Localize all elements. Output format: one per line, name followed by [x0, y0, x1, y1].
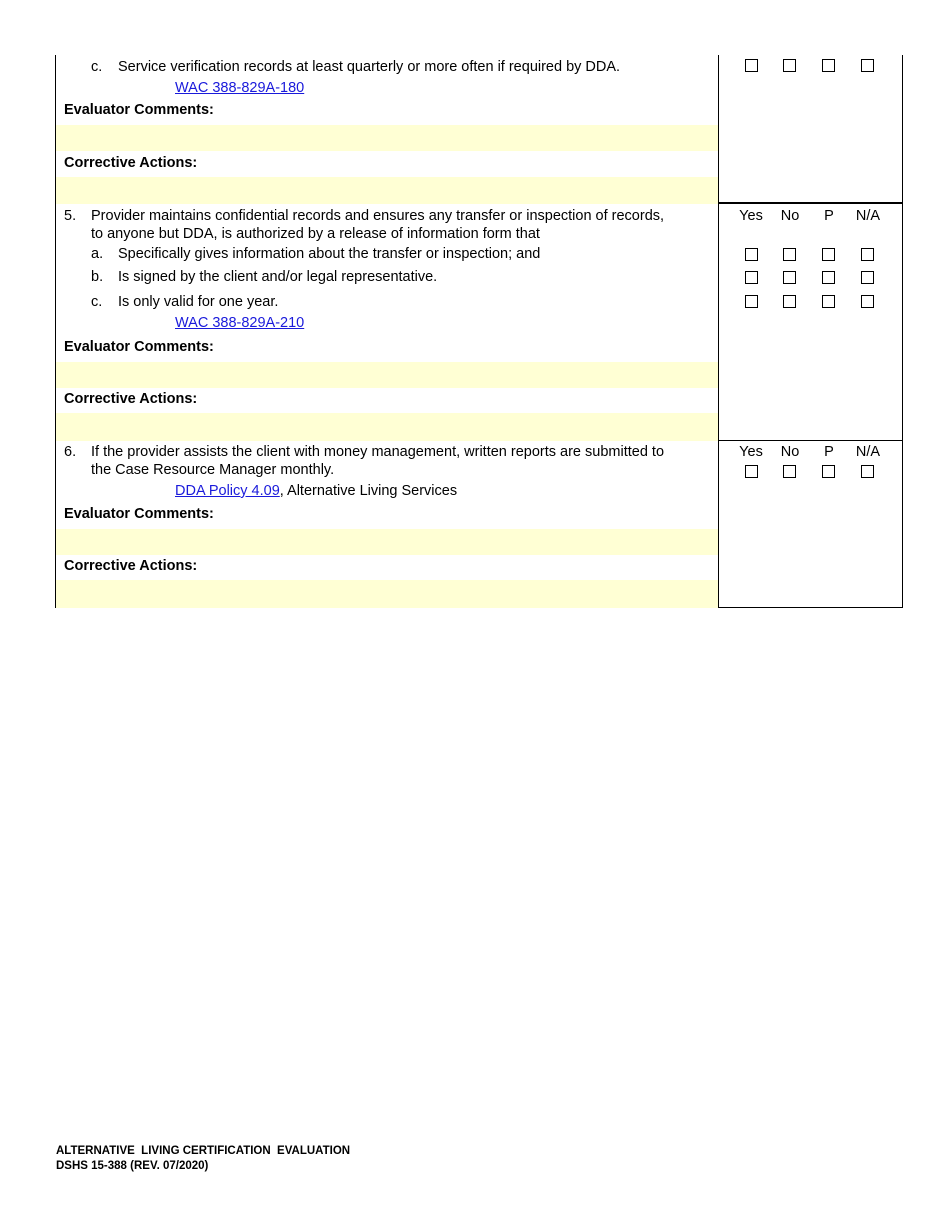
checkbox-yes[interactable]: [745, 59, 758, 72]
checkbox-5b-no[interactable]: [783, 271, 796, 284]
item-5a-text: Specifically gives information about the transfer or inspection; and: [118, 246, 541, 262]
item-5-number: 5.: [64, 208, 77, 224]
item-4c-content: [56, 55, 719, 202]
item-6-content: [56, 441, 719, 607]
corrective-actions-field[interactable]: [56, 177, 718, 204]
evaluator-comments-field[interactable]: [56, 529, 718, 555]
header-no: No: [780, 208, 800, 224]
checkbox-5b-yes[interactable]: [745, 271, 758, 284]
checkbox-partial[interactable]: [822, 59, 835, 72]
item-4c-text: Service verification records at least quarterly or more often if required by DDA.: [118, 59, 621, 75]
footer-form-number: DSHS 15-388 (REV. 07/2020): [56, 1160, 209, 1172]
item-5b-text: Is signed by the client and/or legal representative.: [118, 269, 438, 285]
checkbox-5b-na[interactable]: [861, 271, 874, 284]
section-item-5: [56, 204, 902, 441]
evaluator-comments-field[interactable]: [56, 125, 718, 151]
footer-title: ALTERNATIVE LIVING CERTIFICATION EVALUATION: [56, 1145, 351, 1157]
item-4c-answers: [719, 55, 902, 202]
item-5-reference-link[interactable]: WAC 388-829A-210: [175, 315, 305, 331]
checkbox-5c-na[interactable]: [861, 295, 874, 308]
checkbox-6-yes[interactable]: [745, 465, 758, 478]
evaluator-comments-label: Evaluator Comments:: [64, 339, 214, 355]
item-4c-reference-link[interactable]: WAC 388-829A-180: [175, 80, 305, 96]
item-5a-letter: a.: [91, 246, 104, 262]
item-6-reference-suffix: , Alternative Living Services: [279, 483, 458, 499]
checkbox-6-na[interactable]: [861, 465, 874, 478]
checkbox-6-no[interactable]: [783, 465, 796, 478]
header-partial: P: [824, 444, 834, 460]
item-5b-letter: b.: [91, 269, 104, 285]
checkbox-6-partial[interactable]: [822, 465, 835, 478]
item-6-answers: [719, 441, 902, 607]
checkbox-5b-partial[interactable]: [822, 271, 835, 284]
item-6-reference: [175, 482, 457, 500]
corrective-actions-label: Corrective Actions:: [64, 155, 198, 171]
header-na: N/A: [855, 444, 881, 460]
corrective-actions-field[interactable]: [56, 580, 718, 608]
item-5-answers: [719, 204, 902, 440]
header-yes: Yes: [739, 208, 763, 224]
checkbox-5a-yes[interactable]: [745, 248, 758, 261]
checkbox-5c-partial[interactable]: [822, 295, 835, 308]
item-6-reference-link[interactable]: DDA Policy 4.09: [175, 483, 280, 499]
header-no: No: [780, 444, 800, 460]
evaluator-comments-field[interactable]: [56, 362, 718, 388]
corrective-actions-label: Corrective Actions:: [64, 558, 198, 574]
item-5-content: [56, 204, 719, 440]
item-5c-letter: c.: [91, 294, 103, 310]
corrective-actions-label: Corrective Actions:: [64, 391, 198, 407]
header-na: N/A: [855, 208, 881, 224]
checkbox-na[interactable]: [861, 59, 874, 72]
checkbox-5a-partial[interactable]: [822, 248, 835, 261]
checkbox-5c-yes[interactable]: [745, 295, 758, 308]
item-5c-text: Is only valid for one year.: [118, 294, 279, 310]
item-5-text-line2: to anyone but DDA, is authorized by a release of information form that: [91, 226, 540, 242]
evaluator-comments-label: Evaluator Comments:: [64, 102, 214, 118]
page-footer: [56, 1144, 350, 1174]
checkbox-5a-na[interactable]: [861, 248, 874, 261]
section-item-4c: [56, 55, 902, 204]
checkbox-5a-no[interactable]: [783, 248, 796, 261]
section-item-6: [56, 441, 902, 608]
item-4c-letter: c.: [91, 59, 103, 75]
evaluation-form: [55, 55, 903, 608]
checkbox-no[interactable]: [783, 59, 796, 72]
evaluator-comments-label: Evaluator Comments:: [64, 506, 214, 522]
item-6-text-line1: If the provider assists the client with money management, written reports are submitted to: [91, 444, 665, 460]
item-6-number: 6.: [64, 444, 77, 460]
header-partial: P: [824, 208, 834, 224]
item-5-text-line1: Provider maintains confidential records and ensures any transfer or inspection of records,: [91, 208, 665, 224]
item-6-text-line2: the Case Resource Manager monthly.: [91, 462, 335, 478]
header-yes: Yes: [739, 444, 763, 460]
checkbox-5c-no[interactable]: [783, 295, 796, 308]
corrective-actions-field[interactable]: [56, 413, 718, 441]
